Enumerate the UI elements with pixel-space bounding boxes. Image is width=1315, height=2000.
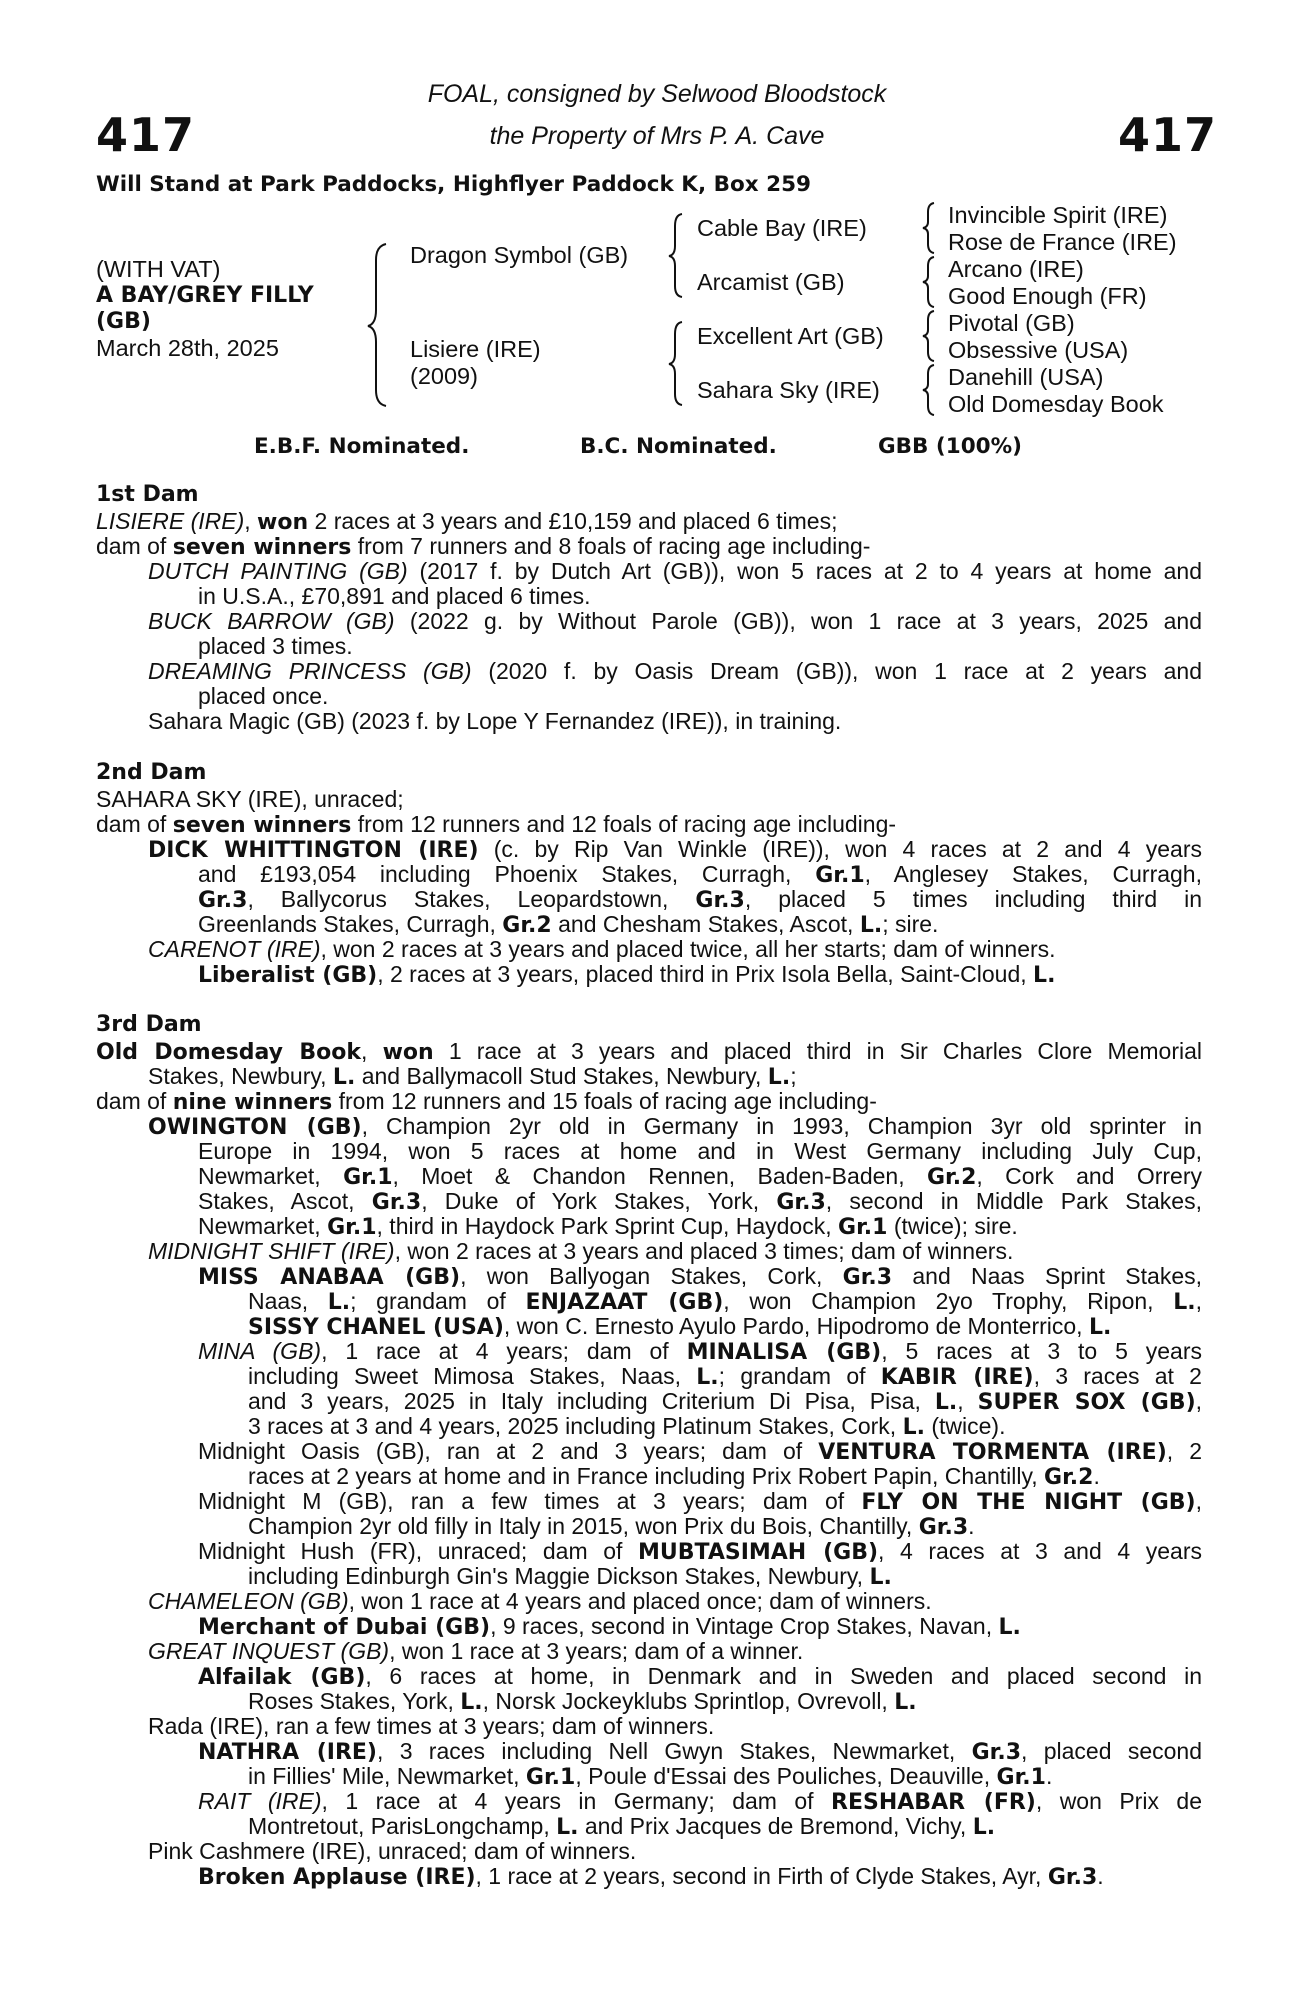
- dam2-line: CARENOT (IRE), won 2 races at 3 years and placed twice, all her starts; dam of winners.: [148, 936, 1056, 962]
- dam3-line: Midnight Oasis (GB), ran at 2 and 3 years; dam of VENTURA TORMENTA (IRE), 2: [198, 1438, 1202, 1465]
- pedigree-dds: Danehill (USA): [948, 364, 1104, 390]
- dam3-line: MIDNIGHT SHIFT (IRE), won 2 races at 3 years and placed 3 times; dam of winners.: [148, 1238, 1014, 1264]
- lot-number-left: 417: [96, 108, 196, 162]
- dam1-line: Sahara Magic (GB) (2023 f. by Lope Y Fernandez (IRE)), in training.: [148, 708, 842, 734]
- section-1st-dam: 1st Dam: [96, 482, 199, 507]
- dam1-line: in U.S.A., £70,891 and placed 6 times.: [198, 583, 591, 609]
- dam3-line: including Edinburgh Gin's Maggie Dickson Stakes, Newbury, L.: [248, 1563, 892, 1590]
- pedigree-dam-sire: Excellent Art (GB): [697, 323, 884, 349]
- pedigree-sds: Arcano (IRE): [948, 256, 1084, 282]
- vat-note: (WITH VAT): [96, 256, 221, 282]
- dam3-line: Pink Cashmere (IRE), unraced; dam of winners.: [148, 1838, 637, 1864]
- dam3-line: Old Domesday Book, won 1 race at 3 years and placed third in Sir Charles Clore Memorial: [96, 1038, 1203, 1065]
- dam2-line: DICK WHITTINGTON (IRE) (c. by Rip Van Winkle (IRE)), won 4 races at 2 and 4 years: [148, 836, 1202, 863]
- dam3-line: Europe in 1994, won 5 races at home and in West Germany including July Cup,: [198, 1138, 1202, 1164]
- pedigree-ddd: Old Domesday Book: [948, 391, 1164, 417]
- pedigree-dam-dam: Sahara Sky (IRE): [697, 377, 880, 403]
- dam1-line: dam of seven winners from 7 runners and 8 foals of racing age including-: [96, 533, 871, 560]
- pedigree-dam: Lisiere (IRE): [410, 336, 541, 362]
- dam1-line: placed once.: [198, 683, 329, 709]
- dam3-line: RAIT (IRE), 1 race at 4 years in Germany; dam of RESHABAR (FR), won Prix de: [198, 1788, 1202, 1815]
- dam3-line: Roses Stakes, York, L., Norsk Jockeyklubs Sprintlop, Ovrevoll, L.: [248, 1688, 917, 1715]
- pedigree-sire-dam: Arcamist (GB): [697, 269, 845, 295]
- dam3-line: Rada (IRE), ran a few times at 3 years; dam of winners.: [148, 1713, 715, 1739]
- dam3-line: including Sweet Mimosa Stakes, Naas, L.; grandam of KABIR (IRE), 3 races at 2: [248, 1363, 1202, 1390]
- pedigree-brace-sd: [920, 254, 938, 310]
- dam3-line: and 3 years, 2025 in Italy including Criterium Di Pisa, Pisa, L., SUPER SOX (GB),: [248, 1388, 1203, 1415]
- dam3-line: OWINGTON (GB), Champion 2yr old in Germany in 1993, Champion 3yr old sprinter in: [148, 1113, 1202, 1140]
- consignor-line: FOAL, consigned by Selwood Bloodstock: [427, 80, 887, 108]
- dam3-line: dam of nine winners from 12 runners and 15 foals of racing age including-: [96, 1088, 877, 1115]
- pedigree-dsd: Obsessive (USA): [948, 337, 1129, 363]
- dam1-line: LISIERE (IRE), won 2 races at 3 years and £10,159 and placed 6 times;: [96, 508, 838, 535]
- dam3-line: CHAMELEON (GB), won 1 race at 4 years and placed once; dam of winners.: [148, 1588, 932, 1614]
- dam1-line: placed 3 times.: [198, 633, 353, 659]
- ebf-nomination: E.B.F. Nominated.: [254, 434, 470, 459]
- dam2-line: dam of seven winners from 12 runners and 12 foals of racing age including-: [96, 811, 897, 838]
- dam3-line: Stakes, Newbury, L. and Ballymacoll Stud Stakes, Newbury, L.;: [148, 1063, 797, 1090]
- dam2-line: and £193,054 including Phoenix Stakes, Curragh, Gr.1, Anglesey Stakes, Curragh,: [198, 861, 1202, 888]
- section-2nd-dam: 2nd Dam: [96, 760, 207, 785]
- dam3-line: Champion 2yr old filly in Italy in 2015, won Prix du Bois, Chantilly, Gr.3.: [248, 1513, 975, 1540]
- pedigree-brace-ss: [920, 200, 938, 256]
- dam3-line: Naas, L.; grandam of ENJAZAAT (GB), won Champion 2yo Trophy, Ripon, L.,: [248, 1288, 1202, 1315]
- dam1-line: DUTCH PAINTING (GB) (2017 f. by Dutch Art (GB)), won 5 races at 2 to 4 years at home and: [148, 558, 1202, 584]
- dam3-line: Montretout, ParisLongchamp, L. and Prix Jacques de Bremond, Vichy, L.: [248, 1813, 996, 1840]
- dam3-line: Midnight M (GB), ran a few times at 3 years; dam of FLY ON THE NIGHT (GB),: [198, 1488, 1202, 1515]
- dam3-line: MISS ANABAA (GB), won Ballyogan Stakes, Cork, Gr.3 and Naas Sprint Stakes,: [198, 1263, 1202, 1290]
- foaling-date: March 28th, 2025: [96, 335, 279, 361]
- dam3-line: NATHRA (IRE), 3 races including Nell Gwyn Stakes, Newmarket, Gr.3, placed second: [198, 1738, 1202, 1765]
- section-3rd-dam: 3rd Dam: [96, 1012, 202, 1037]
- dam3-line: Midnight Hush (FR), unraced; dam of MUBTASIMAH (GB), 4 races at 3 and 4 years: [198, 1538, 1202, 1565]
- dam3-line: SISSY CHANEL (USA), won C. Ernesto Ayulo Pardo, Hipodromo de Monterrico, L.: [248, 1313, 1112, 1340]
- dam3-line: Newmarket, Gr.1, Moet & Chandon Rennen, Baden-Baden, Gr.2, Cork and Orrery: [198, 1163, 1202, 1190]
- property-line: the Property of Mrs P. A. Cave: [489, 122, 825, 150]
- dam3-line: races at 2 years at home and in France including Prix Robert Papin, Chantilly, Gr.2.: [248, 1463, 1100, 1490]
- pedigree-brace-ds: [920, 308, 938, 364]
- dam3-line: Newmarket, Gr.1, third in Haydock Park Sprint Cup, Haydock, Gr.1 (twice); sire.: [198, 1213, 1018, 1240]
- dam3-line: Broken Applause (IRE), 1 race at 2 years, second in Firth of Clyde Stakes, Ayr, Gr.3.: [198, 1863, 1104, 1890]
- dam1-line: BUCK BARROW (GB) (2022 g. by Without Parole (GB)), won 1 race at 3 years, 2025 and: [148, 608, 1202, 634]
- pedigree-sire: Dragon Symbol (GB): [410, 242, 629, 268]
- pedigree-brace-dd: [920, 362, 938, 418]
- dam2-line: SAHARA SKY (IRE), unraced;: [96, 786, 404, 812]
- dam3-line: 3 races at 3 and 4 years, 2025 including Platinum Stakes, Cork, L. (twice).: [248, 1413, 1006, 1440]
- pedigree-brace-dam: [666, 318, 686, 408]
- pedigree-sss: Invincible Spirit (IRE): [948, 202, 1168, 228]
- horse-country: (GB): [96, 309, 151, 334]
- dam3-line: Alfailak (GB), 6 races at home, in Denmark and in Sweden and placed second in: [198, 1663, 1202, 1690]
- dam2-line: Liberalist (GB), 2 races at 3 years, placed third in Prix Isola Bella, Saint-Cloud, L.: [198, 961, 1056, 988]
- pedigree-sdd: Good Enough (FR): [948, 283, 1147, 309]
- dam1-line: DREAMING PRINCESS (GB) (2020 f. by Oasis Dream (GB)), won 1 race at 2 years and: [148, 658, 1202, 684]
- horse-description: A BAY/GREY FILLY: [96, 283, 314, 308]
- pedigree-ssd: Rose de France (IRE): [948, 229, 1177, 255]
- bc-nomination: B.C. Nominated.: [580, 434, 777, 459]
- dam3-line: Stakes, Ascot, Gr.3, Duke of York Stakes, York, Gr.3, second in Middle Park Stakes,: [198, 1188, 1202, 1215]
- dam3-line: GREAT INQUEST (GB), won 1 race at 3 years; dam of a winner.: [148, 1638, 804, 1664]
- lot-number-right: 417: [1118, 108, 1218, 162]
- dam3-line: in Fillies' Mile, Newmarket, Gr.1, Poule d'Essai des Pouliches, Deauville, Gr.1.: [248, 1763, 1053, 1790]
- dam3-line: MINA (GB), 1 race at 4 years; dam of MINALISA (GB), 5 races at 3 to 5 years: [198, 1338, 1203, 1365]
- pedigree-dam-year: (2009): [410, 363, 478, 389]
- pedigree-brace-main: [364, 240, 394, 410]
- pedigree-brace-sire: [666, 210, 686, 300]
- dam2-line: Greenlands Stakes, Curragh, Gr.2 and Chesham Stakes, Ascot, L.; sire.: [198, 911, 939, 938]
- stand-location: Will Stand at Park Paddocks, Highflyer Paddock K, Box 259: [96, 172, 811, 197]
- pedigree-dss: Pivotal (GB): [948, 310, 1075, 336]
- gbb-rating: GBB (100%): [878, 434, 1022, 459]
- pedigree-sire-sire: Cable Bay (IRE): [697, 215, 867, 241]
- dam2-line: Gr.3, Ballycorus Stakes, Leopardstown, Gr.3, placed 5 times including third in: [198, 886, 1202, 913]
- dam3-line: Merchant of Dubai (GB), 9 races, second in Vintage Crop Stakes, Navan, L.: [198, 1613, 1021, 1640]
